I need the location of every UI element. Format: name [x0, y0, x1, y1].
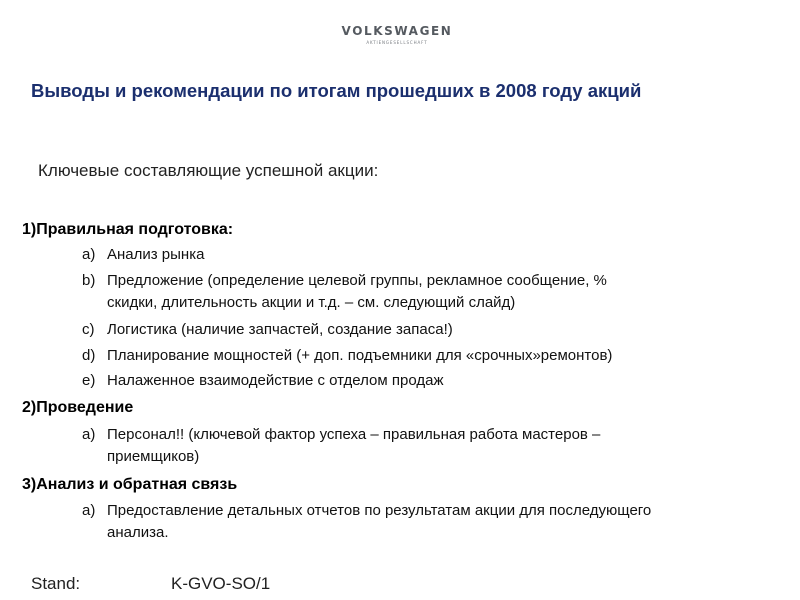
- list-item-text: Предложение (определение целевой группы, рекламное сообщение, %: [107, 272, 607, 289]
- section-heading-preparation: 1)Правильная подготовка:: [22, 221, 234, 238]
- section-heading-execution: 2)Проведение: [22, 399, 134, 416]
- logo-wordmark: VOLKSWAGEN: [341, 24, 453, 38]
- list-item: [82, 345, 612, 367]
- list-item-text: Персонал!! (ключевой фактор успеха – правильная работа мастеров –: [107, 426, 601, 443]
- section-heading-analysis: 3)Анализ и обратная связь: [22, 476, 238, 493]
- list-marker: a): [82, 426, 96, 443]
- list-marker: e): [82, 372, 96, 389]
- list-item-text: Логистика (наличие запчастей, создание запаса!): [107, 321, 453, 338]
- list-item: [82, 244, 204, 266]
- logo-subtitle: AKTIENGESELLSCHAFT: [366, 40, 428, 45]
- intro-text: Ключевые составляющие успешной акции:: [38, 161, 379, 180]
- list-item-text-continued: анализа.: [107, 524, 169, 541]
- list-item: [82, 424, 600, 468]
- list-item-text-continued: приемщиков): [107, 448, 200, 465]
- list-item: [82, 270, 607, 314]
- list-item-text: Планирование мощностей (+ доп. подъемники для «срочных»ремонтов): [107, 347, 613, 364]
- volkswagen-logo: [312, 24, 482, 45]
- list-marker: a): [82, 246, 96, 263]
- list-item-text-continued: скидки, длительность акции и т.д. – см. следующий слайд): [107, 294, 516, 311]
- list-item-text: Предоставление детальных отчетов по результатам акции для последующего: [107, 502, 652, 519]
- list-item: [82, 370, 444, 392]
- list-item-text: Анализ рынка: [107, 246, 205, 263]
- slide-title: Выводы и рекомендации по итогам прошедших в 2008 году акций: [31, 80, 642, 101]
- list-marker: b): [82, 272, 96, 289]
- list-item-text: Налаженное взаимодействие с отделом продаж: [107, 372, 444, 389]
- list-marker: c): [82, 321, 95, 338]
- list-item: [82, 500, 651, 544]
- footer-stand-label: Stand:: [31, 574, 81, 593]
- list-marker: d): [82, 347, 96, 364]
- list-item: [82, 319, 453, 341]
- list-marker: a): [82, 502, 96, 519]
- footer-stand-code: K-GVO-SO/1: [171, 574, 271, 593]
